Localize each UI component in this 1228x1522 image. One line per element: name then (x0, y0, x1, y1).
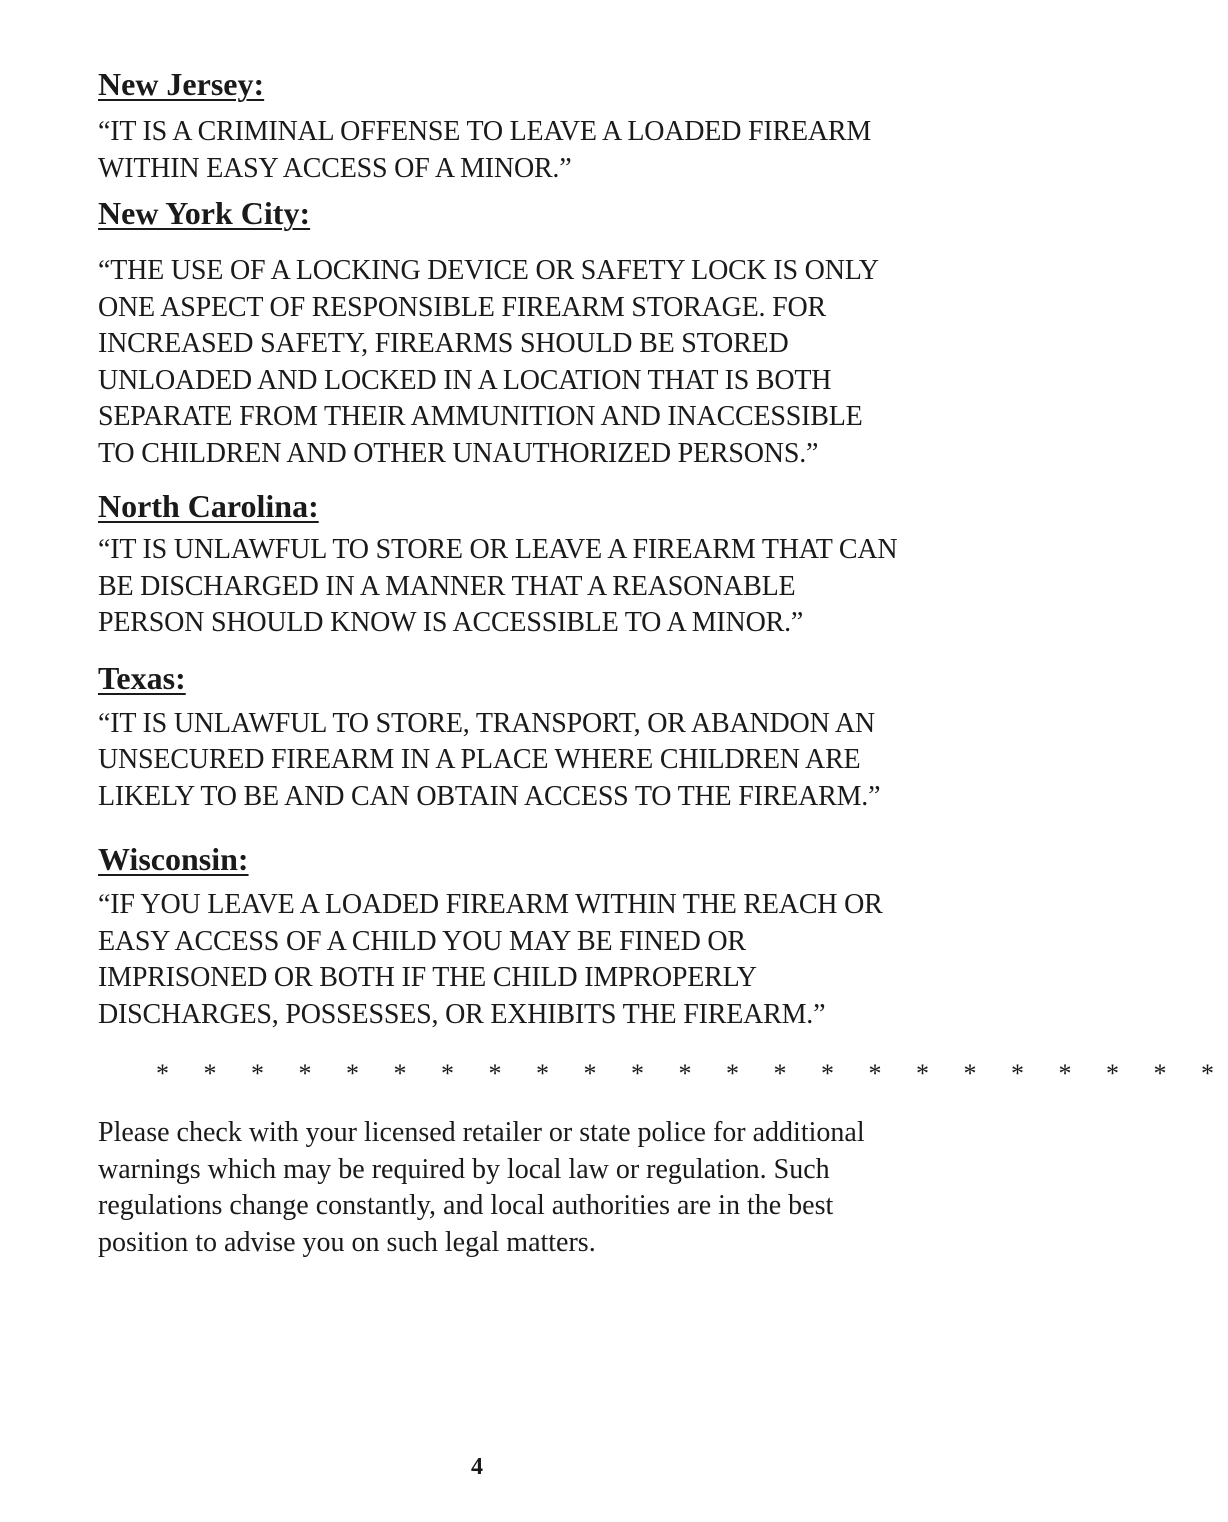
section-heading: New Jersey: (98, 66, 265, 102)
section-heading: Wisconsin: (98, 841, 249, 877)
section-north-carolina (98, 486, 898, 642)
section-body: “IT IS UNLAWFUL TO STORE OR LEAVE A FIREARM THAT CAN BE DISCHARGED IN A MANNER THAT A REASONABLE PERSON SHOULD KNOW IS ACCESSIBLE TO A MINOR.” (98, 534, 898, 638)
section-body: “IT IS A CRIMINAL OFFENSE TO LEAVE A LOADED FIREARM WITHIN EASY ACCESS OF A MINOR.” (98, 116, 872, 184)
section-texas (98, 658, 898, 816)
section-heading: North Carolina: (98, 488, 319, 524)
section-heading: Texas: (98, 659, 186, 696)
section-body: “THE USE OF A LOCKING DEVICE OR SAFETY LOCK IS ONLY ONE ASPECT OF RESPONSIBLE FIREARM STORAGE. FOR INCREASED SAFETY, FIREARMS SHOULD BE STORED UNLOADED AND LOCKED IN A LOCATION THAT IS BOTH SEPARATE FROM THEIR AMMUNITION AND INACCESSIBLE TO CHILDREN AND OTHER UNAUTHORIZED PERSONS.” (98, 255, 878, 469)
section-body: “IF YOU LEAVE A LOADED FIREARM WITHIN THE REACH OR EASY ACCESS OF A CHILD YOU MAY BE FINED OR IMPRISONED OR BOTH IF THE CHILD IMPROPERLY DISCHARGES, POSSESSES, OR EXHIBITS THE FIREARM.” (98, 889, 883, 1030)
section-wisconsin (98, 839, 898, 1033)
section-new-jersey (98, 64, 898, 187)
section-body: “IT IS UNLAWFUL TO STORE, TRANSPORT, OR ABANDON AN UNSECURED FIREARM IN A PLACE WHERE CHILDREN ARE LIKELY TO BE AND CAN OBTAIN ACCESS TO THE FIREARM.” (98, 707, 881, 812)
footnote-paragraph: Please check with your licensed retailer or state police for additional warnings which may be required by local law or regulation. Such regulations change constantly, and local authorities are in the best position to advise you on such legal matters. (98, 1117, 865, 1258)
page-number: 4 (471, 1454, 483, 1480)
section-heading: New York City: (98, 195, 311, 231)
section-new-york-city (98, 193, 898, 472)
asterisk-divider: * * * * * * * * * * * * * * * * * * * * * * * (156, 1059, 1228, 1088)
page-content (98, 64, 1228, 1289)
